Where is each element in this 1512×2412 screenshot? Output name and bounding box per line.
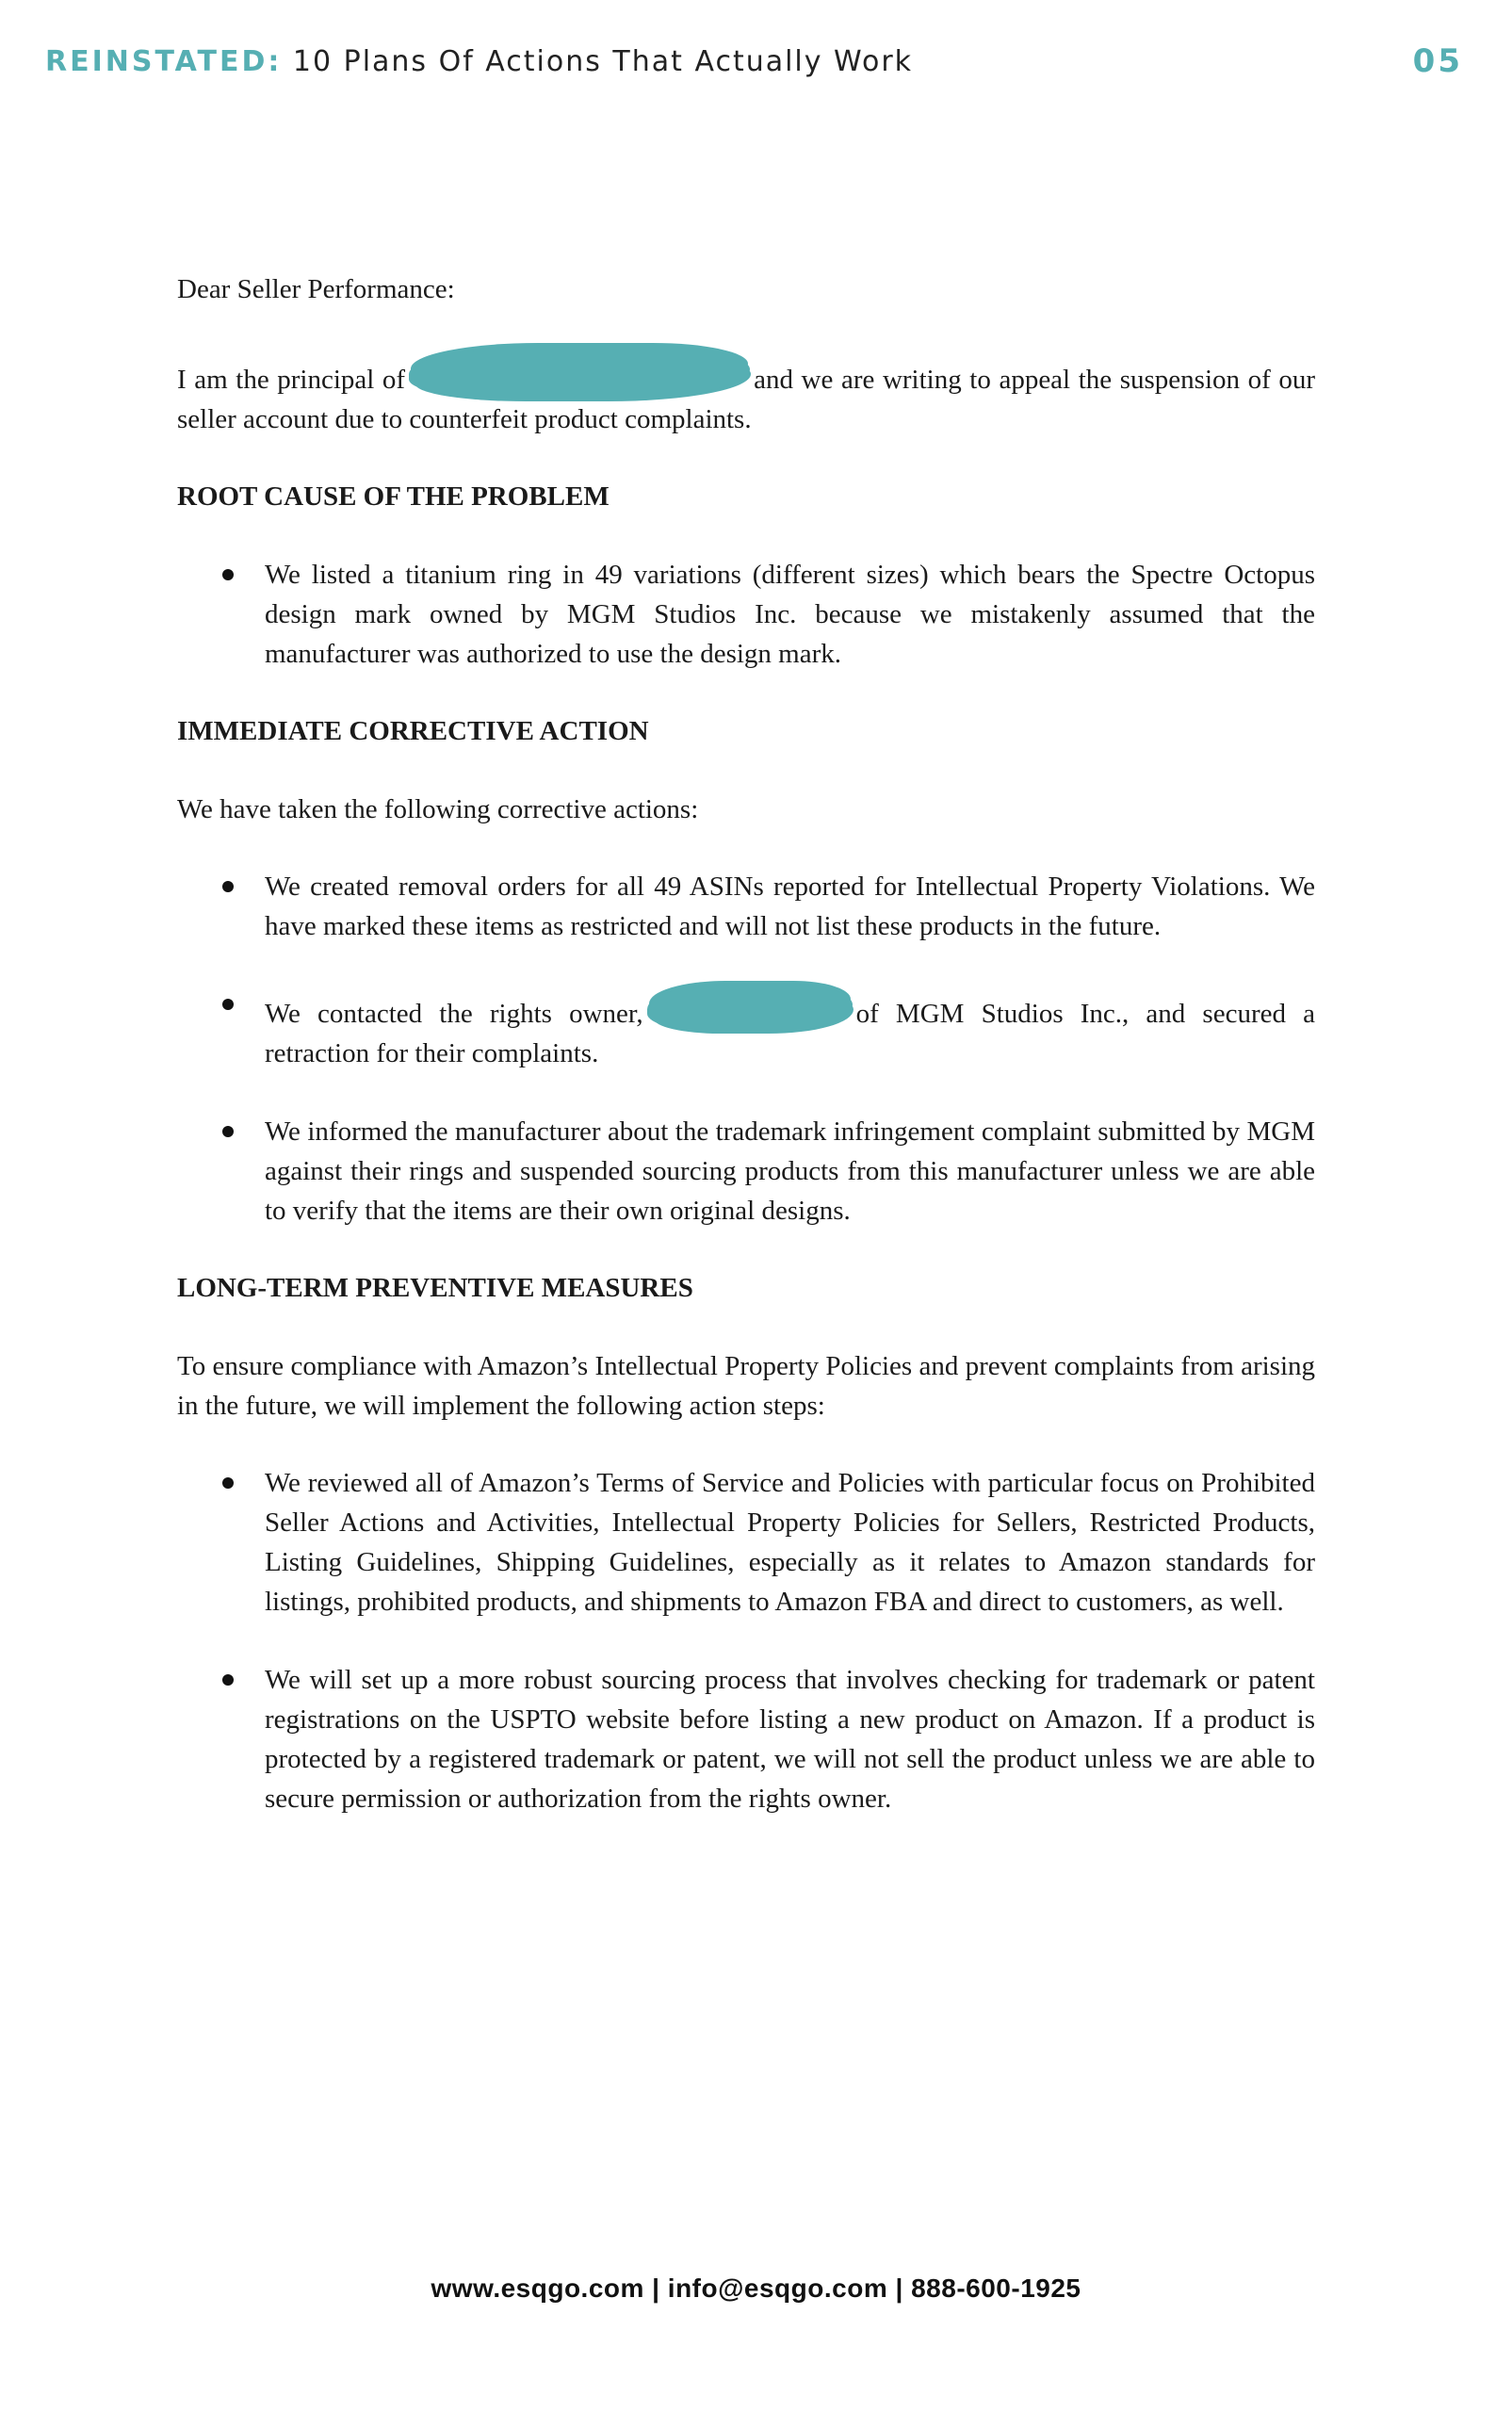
intro-text-before: I am the principal of bbox=[177, 365, 406, 395]
bullet-icon bbox=[222, 881, 234, 892]
list-item bbox=[177, 985, 1315, 1073]
list-item-text-before: We contacted the rights owner, bbox=[265, 999, 643, 1029]
bullet-icon bbox=[222, 1126, 234, 1137]
list-item bbox=[177, 1463, 1315, 1622]
section-heading: ROOT CAUSE OF THE PROBLEM bbox=[177, 481, 610, 512]
list-item-text: We will set up a more robust sourcing process that involves checking for trademark or patent registrations on the USPTO website before listing a new product on Amazon. If a product is protected by a registered trademark or patent, we will not sell the product unless we are able to secure permission or authorization from the rights owner. bbox=[265, 1665, 1315, 1814]
page-number: 05 bbox=[1412, 42, 1463, 80]
bullet-icon bbox=[222, 999, 234, 1010]
list-item-text: We listed a titanium ring in 49 variations (different sizes) which bears the Spectre Octopus design mark owned by MGM Studios Inc. because we mistakenly assumed that the manufacturer was authorized to use the design mark. bbox=[265, 560, 1315, 669]
salutation: Dear Seller Performance: bbox=[177, 274, 455, 304]
redaction-mark-person bbox=[647, 985, 853, 1032]
appeal-letter bbox=[177, 269, 1315, 1856]
bullet-icon bbox=[222, 1674, 234, 1686]
list-item bbox=[177, 867, 1315, 946]
list-item-text: We created removal orders for all 49 ASINs reported for Intellectual Property Violations. We have marked these items as restricted and will not list these products in the future. bbox=[265, 872, 1315, 941]
list-item bbox=[177, 1660, 1315, 1818]
bullet-list bbox=[177, 1463, 1315, 1818]
list-item-text: We informed the manufacturer about the trademark infringement complaint submitted by MGM against their rings and suspended sourcing products from this manufacturer unless we are able to verify that the items are their own original designs. bbox=[265, 1116, 1315, 1226]
section-preventive-measures bbox=[177, 1268, 1315, 1818]
bullet-list bbox=[177, 867, 1315, 1230]
page-header bbox=[45, 38, 1463, 85]
bullet-list bbox=[177, 555, 1315, 674]
section-corrective-action bbox=[177, 711, 1315, 1230]
list-item-text-after: of MGM Studios Inc., and secured a retraction for their complaints. bbox=[265, 999, 1315, 1068]
intro-text-after: and we are writing to appeal the suspension of our seller account due to counterfeit product complaints. bbox=[177, 365, 1315, 434]
bullet-icon bbox=[222, 569, 234, 580]
intro-paragraph bbox=[177, 347, 1315, 439]
redaction-mark-company bbox=[409, 347, 750, 399]
list-item-text: We reviewed all of Amazon’s Terms of Service and Policies with particular focus on Prohibited Seller Actions and Activities, Intellectual Property Policies for Sellers, Restricted Products, Listing Guidelines, Shipping Guidelines, especially as it relates to Amazon standards for listings, prohibited products, and shipments to Amazon FBA and direct to customers, as well. bbox=[265, 1468, 1315, 1617]
footer-contact-info: www.esqgo.com | info@esqgo.com | 888-600-1925 bbox=[431, 2273, 1081, 2303]
document-title bbox=[45, 45, 913, 78]
page-footer bbox=[0, 2273, 1512, 2304]
section-intro: We have taken the following corrective actions: bbox=[177, 794, 699, 824]
list-item bbox=[177, 555, 1315, 674]
brand-label: REINSTATED: bbox=[45, 44, 283, 78]
section-intro: To ensure compliance with Amazon’s Intellectual Property Policies and prevent complaints from arising in the future, we will implement the following action steps: bbox=[177, 1351, 1315, 1421]
section-root-cause bbox=[177, 477, 1315, 674]
bullet-icon bbox=[222, 1477, 234, 1489]
section-heading: IMMEDIATE CORRECTIVE ACTION bbox=[177, 716, 649, 746]
section-heading: LONG-TERM PREVENTIVE MEASURES bbox=[177, 1273, 693, 1303]
list-item bbox=[177, 1112, 1315, 1230]
document-subtitle: 10 Plans Of Actions That Actually Work bbox=[282, 44, 914, 78]
